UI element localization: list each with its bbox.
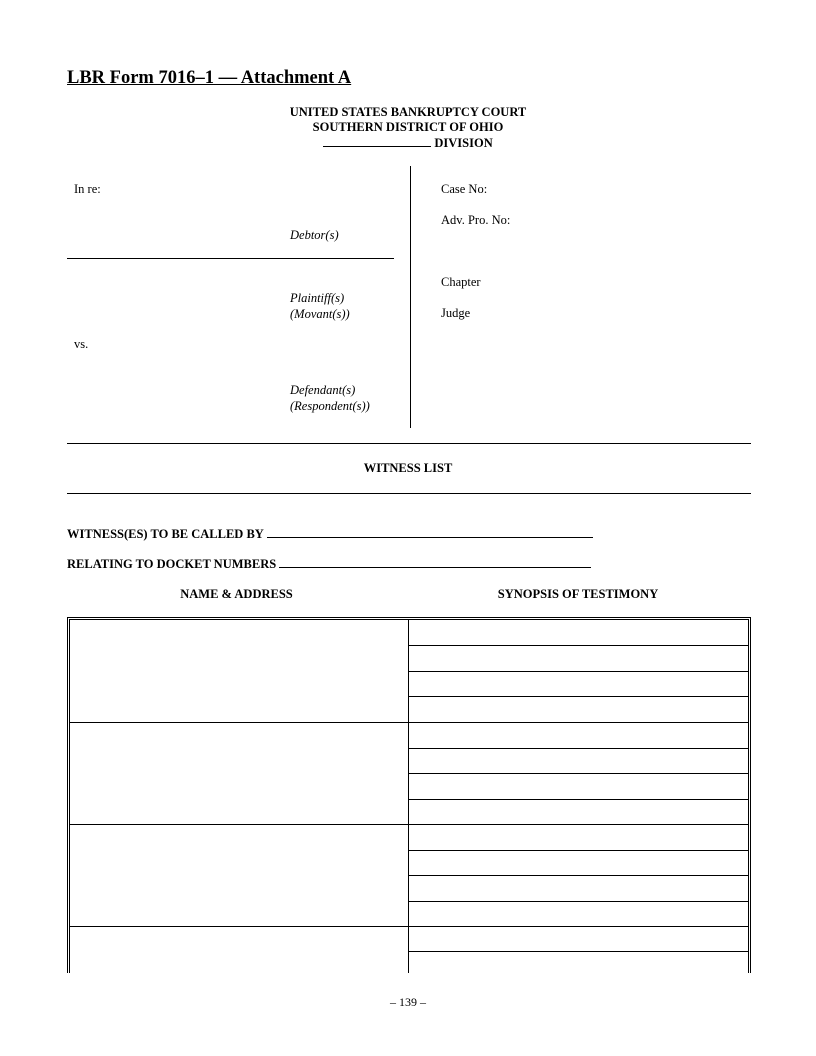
- plaintiff-label: Plaintiff(s): [290, 291, 345, 305]
- docket-label: RELATING TO DOCKET NUMBERS: [67, 557, 277, 571]
- debtor-divider: [67, 258, 394, 259]
- synopsis-line[interactable]: [409, 672, 748, 698]
- division-blank[interactable]: [323, 135, 431, 147]
- called-by-blank[interactable]: [267, 526, 593, 538]
- name-address-cell[interactable]: [70, 825, 409, 926]
- synopsis-line[interactable]: [409, 774, 748, 800]
- defendant-label: Defendant(s): [290, 383, 356, 397]
- synopsis-line[interactable]: [409, 749, 748, 775]
- synopsis-cell: [409, 620, 748, 722]
- synopsis-line[interactable]: [409, 902, 748, 927]
- synopsis-line[interactable]: [409, 825, 748, 851]
- court-name: UNITED STATES BANKRUPTCY COURT: [289, 105, 527, 119]
- synopsis-cell: [409, 927, 748, 973]
- court-division: [0, 135, 816, 151]
- witness-entry: [70, 722, 748, 824]
- movant-label: (Movant(s)): [290, 307, 350, 321]
- synopsis-line[interactable]: [409, 952, 748, 973]
- name-address-cell[interactable]: [70, 927, 409, 973]
- witness-list-title: WITNESS LIST: [363, 461, 453, 475]
- synopsis-line[interactable]: [409, 800, 748, 825]
- witness-table: [67, 617, 751, 973]
- witness-entry: [70, 824, 748, 926]
- synopsis-line[interactable]: [409, 646, 748, 672]
- caption-vertical-divider: [410, 166, 411, 428]
- col-name-header: NAME & ADDRESS: [180, 587, 293, 601]
- witness-entry: [70, 620, 748, 722]
- name-address-cell[interactable]: [70, 723, 409, 824]
- called-by-row: [67, 526, 593, 542]
- respondent-label: (Respondent(s)): [290, 399, 370, 413]
- page-number: – 139 –: [390, 995, 426, 1009]
- docket-blank[interactable]: [279, 556, 591, 568]
- docket-row: [67, 556, 591, 572]
- synopsis-cell: [409, 723, 748, 824]
- judge-label: Judge: [441, 306, 471, 320]
- adv-pro-no-label: Adv. Pro. No:: [441, 213, 511, 227]
- synopsis-line[interactable]: [409, 620, 748, 646]
- in-re-label: In re:: [74, 182, 101, 196]
- vs-label: vs.: [74, 337, 89, 351]
- debtor-label: Debtor(s): [290, 228, 339, 242]
- witness-bottom-rule: [67, 493, 751, 494]
- division-label: DIVISION: [434, 136, 493, 150]
- called-by-label: WITNESS(ES) TO BE CALLED BY: [67, 527, 264, 541]
- synopsis-line[interactable]: [409, 697, 748, 722]
- name-address-cell[interactable]: [70, 620, 409, 722]
- witness-top-rule: [67, 443, 751, 444]
- synopsis-line[interactable]: [409, 851, 748, 877]
- form-title: LBR Form 7016–1 — Attachment A: [67, 68, 352, 88]
- witness-entry: [70, 926, 748, 973]
- case-no-label: Case No:: [441, 182, 488, 196]
- chapter-label: Chapter: [441, 275, 481, 289]
- synopsis-line[interactable]: [409, 723, 748, 749]
- synopsis-cell: [409, 825, 748, 926]
- col-synopsis-header: SYNOPSIS OF TESTIMONY: [497, 587, 659, 601]
- synopsis-line[interactable]: [409, 876, 748, 902]
- synopsis-line[interactable]: [409, 927, 748, 952]
- court-district: SOUTHERN DISTRICT OF OHIO: [312, 120, 504, 134]
